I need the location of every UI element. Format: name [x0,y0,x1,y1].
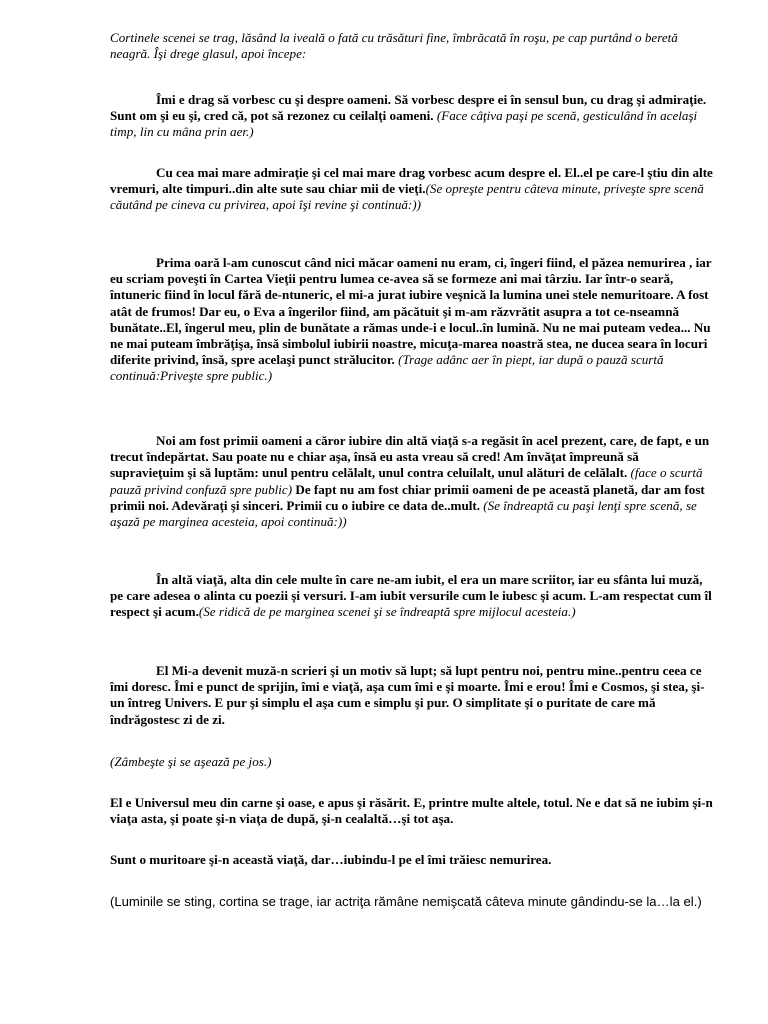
paragraph-universe: El e Universul meu din carne şi oase, e apus şi răsărit. E, printre multe altele, totul. Ne e dat să ne iubim şi-n viaţa asta, şi poate şi-n viaţa de după, şi-n cealaltă…şi tot aşa. [110,795,713,827]
paragraph-4-direction-b: (Se îndreaptă cu paşi lenţi spre scenă, se aşază pe marginea acesteia, apoi continuă:)) [110,497,697,530]
paragraph-3 [110,255,715,385]
paragraph-5-direction: (Se ridică de pe marginea scenei şi se îndreaptă spre mijlocul acesteia.) [198,604,576,620]
paragraph-2-text: Cu cea mai mare admiraţie şi cel mai mare drag vorbesc acum despre el. El..el pe care-l ştiu din alte vremuri, alte timpuri..din alte sute sau chiar mii de vieţi. [110,165,713,197]
paragraph-4 [110,433,715,530]
paragraph-5 [110,572,715,621]
stage-direction-ending: (Luminile se sting, cortina se trage, iar actriţa rămâne nemişcată câteva minute gândindu-se la…la el.) [110,894,702,909]
paragraph-2-direction: (Se opreşte pentru câteva minute, priveşte spre scenă căutând pe cineva cu privirea, apoi îşi revine şi continuă:)) [110,181,704,213]
paragraph-3-direction: (Trage adânc aer în piept, iar după o pauză scurtă continuă:Priveşte spre public.) [110,352,664,384]
stage-direction-intro: Cortinele scenei se trag, lăsând la iveală o fată cu trăsături fine, îmbrăcată în roşu, pe cap purtând o beretă neagră. Îşi drege glasul, apoi începe: [110,30,678,62]
paragraph-4-text-a: Noi am fost primii oameni a căror iubire din altă viaţă s-a regăsit în acel prezent, care, de fapt, e un trecut îndepărtat. Sau poate nu e chiar aşa, însă eu asta vreau să cred! Am învăţat împreună să supravieţuim şi să luptăm: unul pentru celălalt, unul contra celuilalt, unul alături de celălalt. [110,433,710,481]
paragraph-4-text-b: De fapt nu am fost chiar primii oameni de pe această planetă, dar am fost primii noi. Adevăraţi şi sinceri. Primii cu o iubire ce data de..mult. [110,481,705,513]
paragraph-1-text: Îmi e drag să vorbesc cu şi despre oameni. Să vorbesc despre ei în sensul bun, cu drag şi admiraţie. Sunt om şi eu şi, cred că, pot să rezonez cu ceilalţi oameni. [110,92,707,124]
paragraph-3-text: Prima oară l-am cunoscut când nici măcar oameni nu eram, ci, îngeri fiind, el păzea nemurirea , iar eu scriam poveşti în Cartea Vieţii pentru lumea ce-avea să se formeze ani mai târziu. Iar într-o seară, întuneric fiind în locul fără de-ntuneric, el mi-a jurat iubire veşnică la lumina unei stele nemuritoare. A fost atât de frumos! Dar eu, o Eva a îngerilor fiind, am păcătuit şi m-am răzvrătit asupra a tot ce-nseamnă bunătate..El, îngerul meu, plin de bunătate a rămas unde-i e locul..în lumină. Nu ne mai puteam vedea... Nu ne mai puteam îmbrăţişa, însă simbolul iubirii noastre, micuţa-marea noastră stea, ne ducea seara în locuri diferite privind, însă, spre acelaşi punct strălucitor. [110,255,712,368]
paragraph-4-direction-a: (face o scurtă pauză privind confuză spre public) [110,465,703,497]
paragraph-mortal: Sunt o muritoare şi-n această viaţă, dar…iubindu-l pe el îmi trăiesc nemurirea. [110,852,552,867]
stage-direction-sits: (Zâmbeşte şi se aşează pe jos.) [110,754,272,769]
paragraph-2 [110,165,715,214]
paragraph-6: El Mi-a devenit muză-n scrieri şi un motiv să lupt; să lupt pentru noi, pentru mine..pentru ceea ce îmi doresc. Îmi e punct de sprijin, îmi e viaţă, aşa cum îmi e şi moarte. Îmi e erou! Îmi e Cosmos, şi stea, şi-un întreg Univers. E pur şi simplu el aşa cum e simplu şi pur. O simplitate şi o puritate de care mă îndrăgostesc zi de zi. [110,663,705,727]
paragraph-5-text: În altă viaţă, alta din cele multe în care ne-am iubit, el era un mare scriitor, iar eu sfânta lui muză, pe care adesea o alinta cu poezii şi versuri. I-am iubit versurile cum le iubesc şi acum. L-am respectat cum îl respect şi acum. [110,572,712,620]
paragraph-1-direction: (Face câţiva paşi pe scenă, gesticulând în acelaşi timp, lin cu mâna prin aer.) [110,108,698,140]
paragraph-1 [110,92,715,141]
